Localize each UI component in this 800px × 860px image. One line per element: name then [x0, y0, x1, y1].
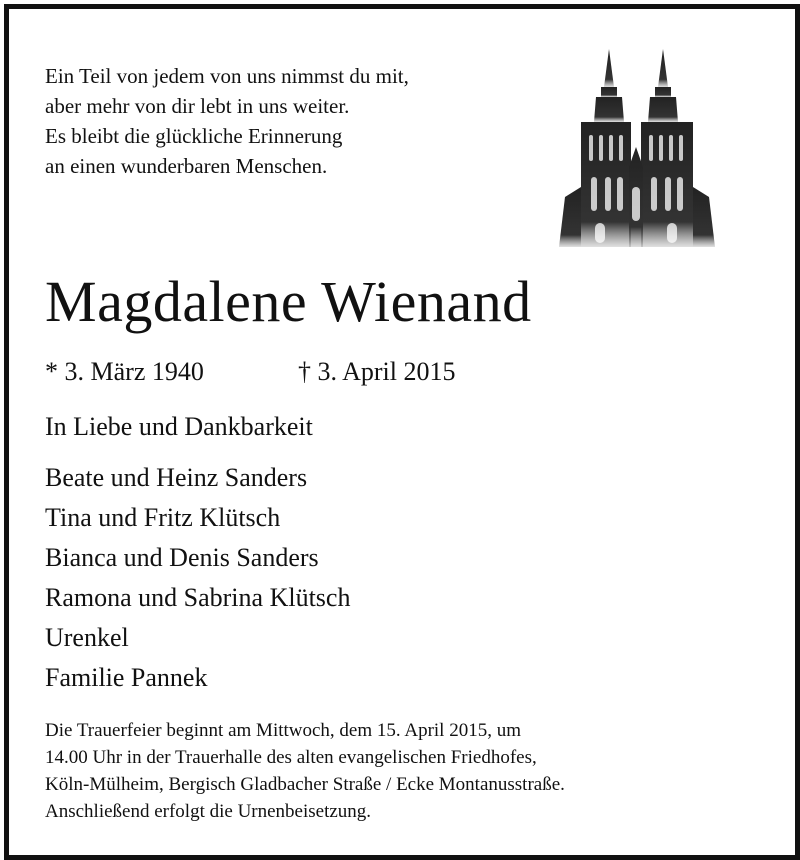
notice-line: Die Trauerfeier beginnt am Mittwoch, dem 15. April 2015, um: [45, 720, 521, 741]
mourners-list: [45, 458, 350, 698]
service-notice: [45, 717, 565, 825]
poem-line: an einen wunderbaren Menschen.: [45, 154, 328, 178]
life-dates: [45, 354, 456, 390]
obituary-frame: [4, 4, 800, 860]
notice-line: Anschließend erfolgt die Urnenbeisetzung.: [45, 801, 372, 822]
poem-line: aber mehr von dir lebt in uns weiter.: [45, 94, 350, 118]
mourner: Ramona und Sabrina Klütsch: [45, 583, 351, 612]
mourner: Bianca und Denis Sanders: [45, 543, 319, 572]
cathedral-icon: [551, 47, 721, 252]
birth-date: * 3. März 1940: [45, 357, 204, 386]
notice-line: Köln-Mülheim, Bergisch Gladbacher Straße / Ecke Montanusstraße.: [45, 774, 565, 795]
mourner: Familie Pannek: [45, 663, 208, 692]
poem-line: Es bleibt die glückliche Erinnerung: [45, 124, 343, 148]
death-date: † 3. April 2015: [298, 357, 456, 386]
deceased-name: Magdalene Wienand: [45, 269, 532, 334]
poem-line: Ein Teil von jedem von uns nimmst du mit,: [45, 64, 409, 88]
mourner: Beate und Heinz Sanders: [45, 463, 308, 492]
mourner: Tina und Fritz Klütsch: [45, 503, 281, 532]
mourner: Urenkel: [45, 623, 129, 652]
memorial-poem: [45, 61, 409, 181]
notice-line: 14.00 Uhr in der Trauerhalle des alten evangelischen Friedhofes,: [45, 747, 537, 768]
closing-phrase: In Liebe und Dankbarkeit: [45, 412, 313, 441]
